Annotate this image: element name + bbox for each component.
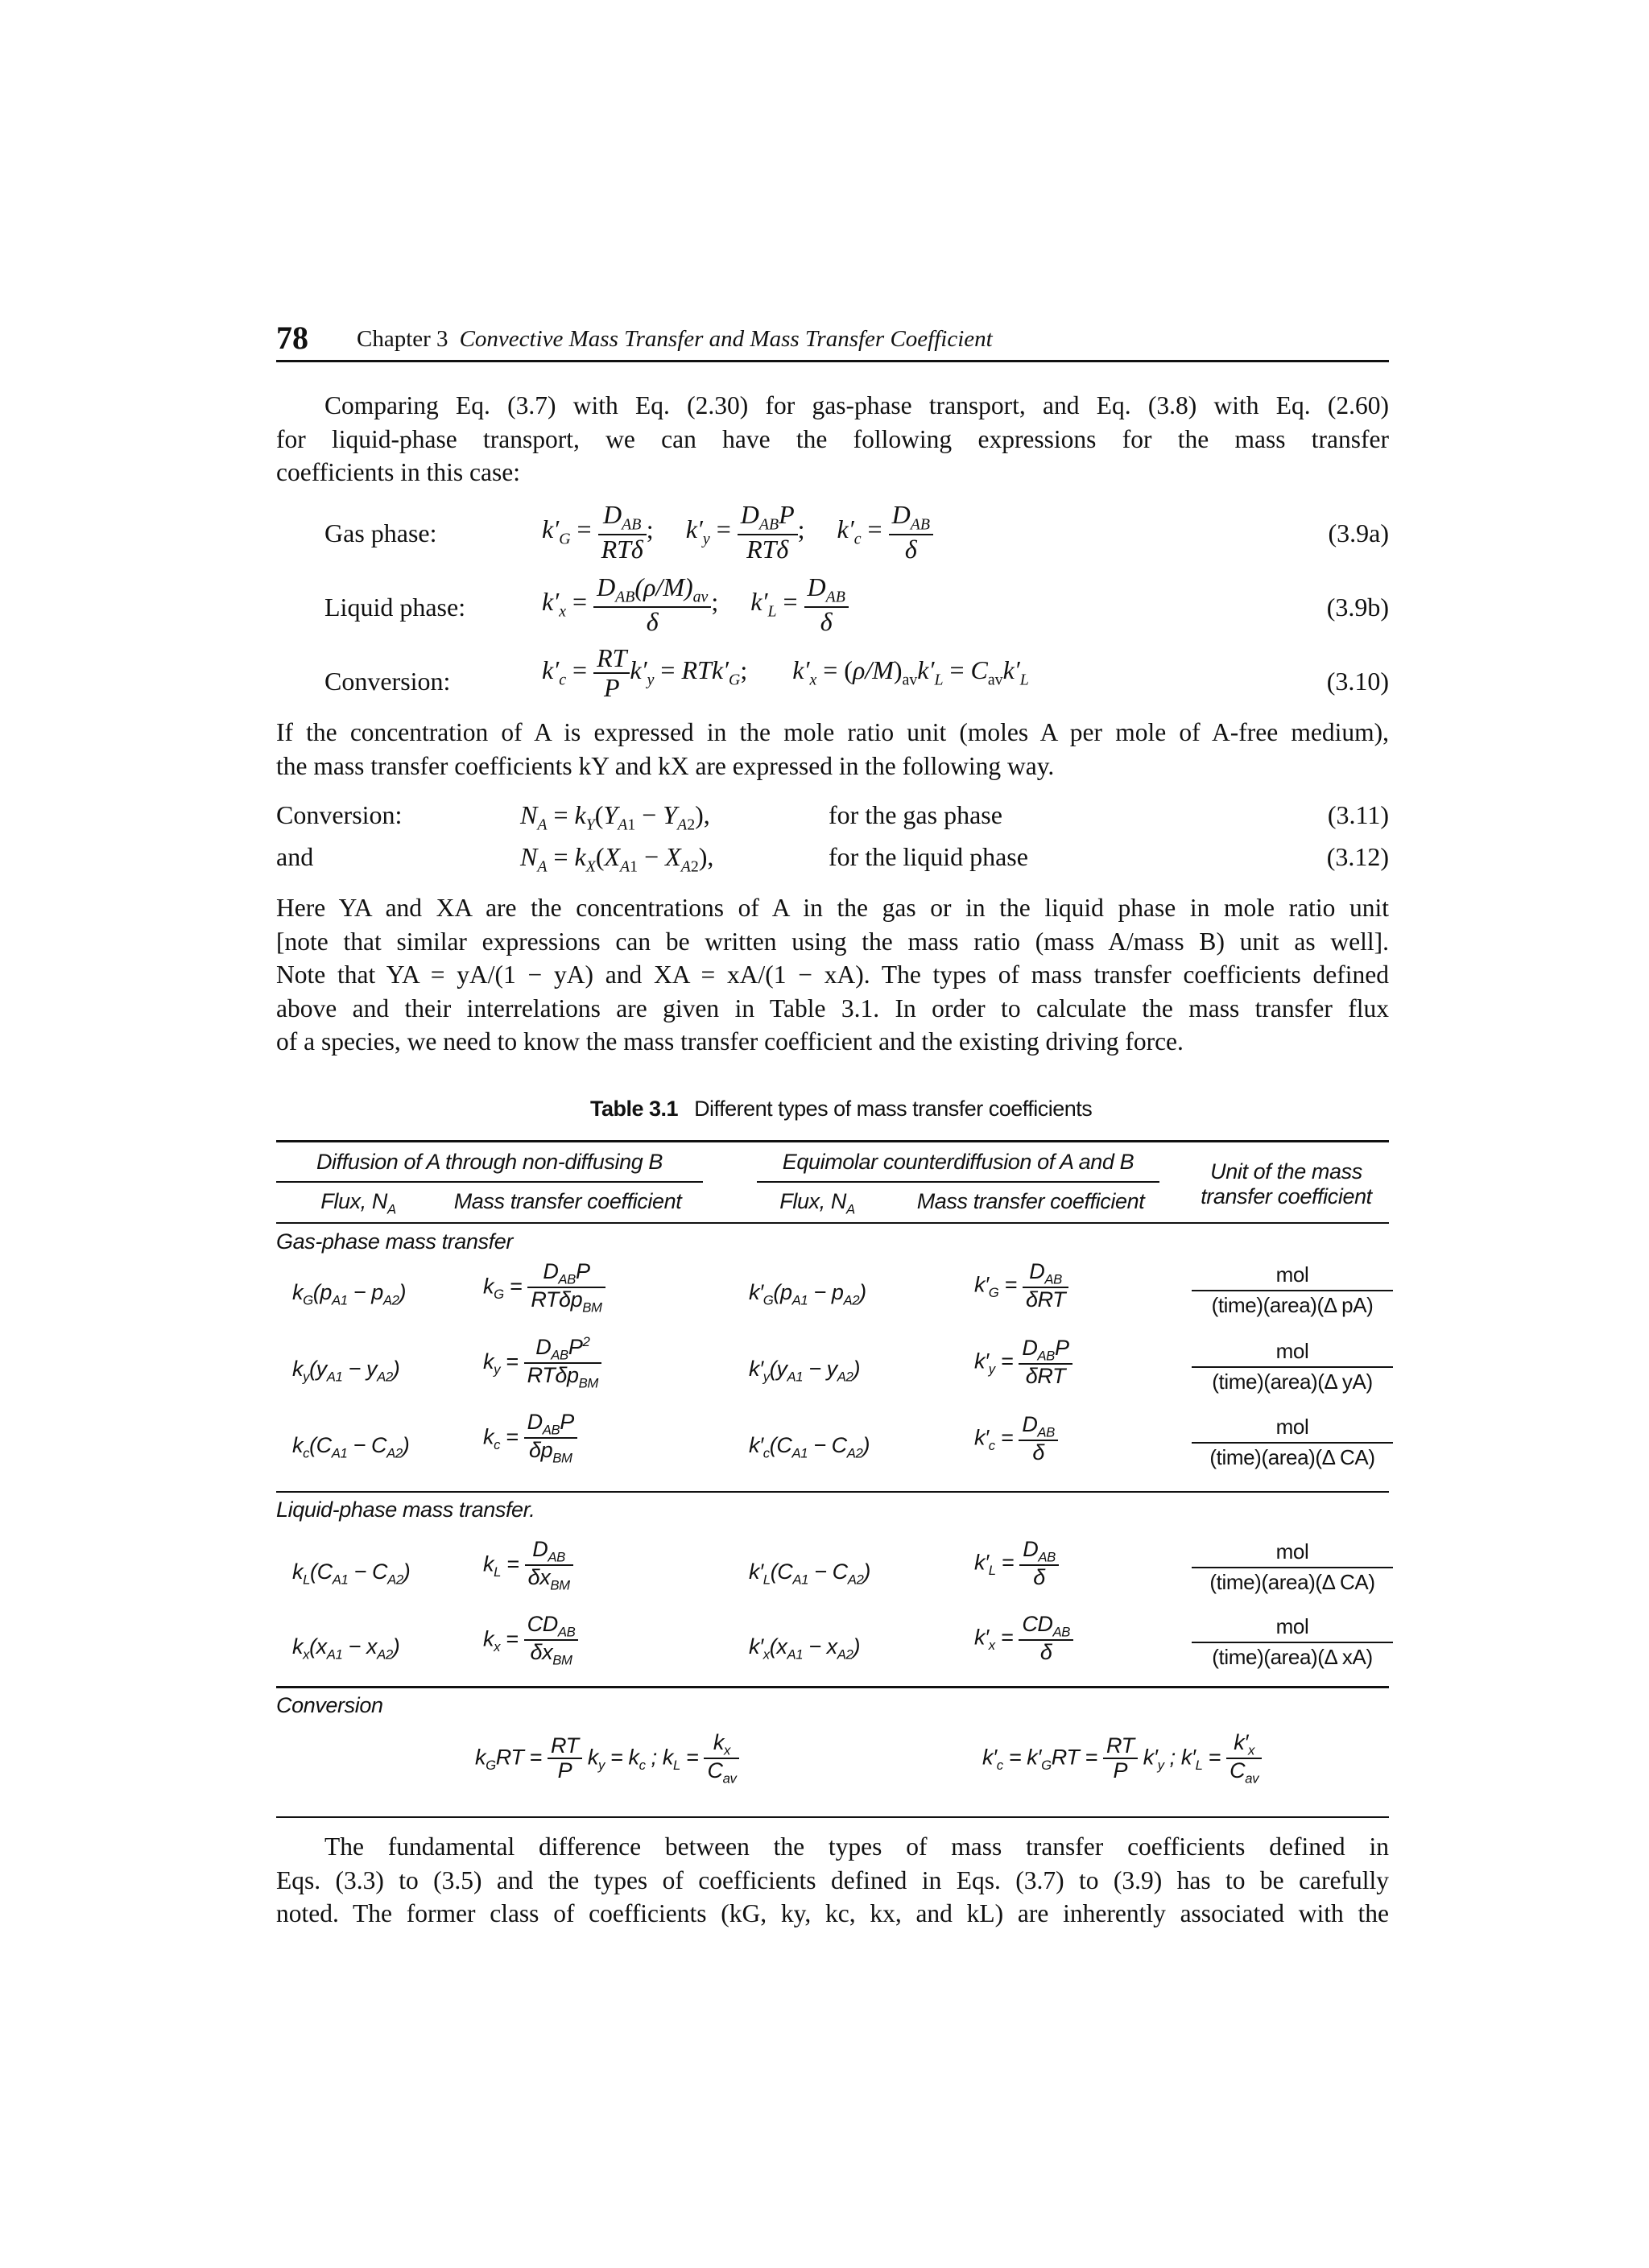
equation-label: Conversion: <box>276 800 403 829</box>
paragraph-line: Eqs. (3.3) to (3.5) and the types of coefficients defined in Eqs. (3.7) to (3.9) has to be carefully <box>276 1865 1389 1894</box>
unit-x <box>1192 1614 1393 1670</box>
flux-kx: $k_x(x_{A1} - x_{A2})$ <box>292 1634 400 1663</box>
equation-3-11 <box>276 800 1389 836</box>
section-liquid-phase: Liquid-phase mass transfer. <box>276 1498 535 1522</box>
equation-number: (3.10) <box>1326 667 1389 696</box>
group-header-equimolar: Equimolar counterdiffusion of A and B <box>782 1150 1134 1174</box>
equation-body: $k'_G$ = $\frac{D_{AB}}{\text{RTδ}}$ ; $k'_y$ = $\frac{D_{AB}P}{\text{RTδ}}$ ; $k'_c$ = $\frac{D_{AB}}{\delta}$ <box>542 501 933 563</box>
equation-body: $k'_x$ = $\frac{D_{AB}(\rho/M)_{av}}{\delta}$ ; $k'_L$ = $\frac{D_{AB}}{\delta}$ <box>542 573 849 635</box>
equation-label: Liquid phase: <box>324 593 466 622</box>
chapter-title: Convective Mass Transfer and Mass Transfer Coefficient <box>459 326 993 352</box>
flux-kc-prime: $k'_c(C_{A1} - C_{A2})$ <box>749 1433 870 1461</box>
conversion-equimolar: $k'_c = k'_GRT$ = $\frac{RT}{P}$ $k'_y$ ; $k'_L$ = $\frac{k'_x}{C_{av}}$ <box>982 1731 1262 1787</box>
paragraph-line: coefficients in this case: <box>276 458 520 486</box>
chapter-heading <box>357 323 993 355</box>
equation-3-9b <box>276 573 1389 639</box>
col-coef-1: Mass transfer coefficient <box>453 1189 682 1213</box>
unit-y <box>1192 1339 1393 1394</box>
table-bottom-rule <box>276 1816 1389 1818</box>
coef-kG-prime: $k'_G$ = $\frac{D_{AB}}{\text{δRT}}$ <box>974 1260 1068 1312</box>
flux-kL-prime: $k'_L(C_{A1} - C_{A2})$ <box>749 1560 870 1588</box>
flux-kL: $k_L(C_{A1} - C_{A2})$ <box>292 1560 411 1588</box>
equation-body: $N_A = k_X(X_{A1} - X_{A2})$, <box>520 842 714 876</box>
equation-body: $N_A = k_Y(Y_{A1} - Y_{A2})$, <box>520 800 710 834</box>
equation-label: and <box>276 842 314 871</box>
equation-label: Gas phase: <box>324 518 437 547</box>
unit-denominator: (time)(area)(Δ xA) <box>1212 1645 1373 1669</box>
table-top-rule <box>276 1140 1389 1142</box>
unit-denominator: (time)(area)(Δ yA) <box>1212 1369 1373 1394</box>
unit-denominator: (time)(area)(Δ pA) <box>1211 1293 1374 1317</box>
paragraph-line: Note that YA = yA/(1 − yA) and XA = xA/(1 − xA). The types of mass transfer coefficients defined <box>276 960 1389 989</box>
flux-kG: $k_G(p_{A1} - p_{A2})$ <box>292 1280 407 1308</box>
conversion-diffusion: $k_GRT$ = $\frac{RT}{P}$ $k_y = k_c$ ; $k_L$ = $\frac{k_x}{C_{av}}$ <box>475 1731 739 1787</box>
flux-ky: $k_y(y_{A1} - y_{A2})$ <box>292 1357 400 1385</box>
closing-paragraph <box>276 1830 1389 1931</box>
header-bottom-rule <box>276 1222 1389 1224</box>
section-rule <box>276 1686 1389 1688</box>
equation-number: (3.12) <box>1326 842 1389 871</box>
page-number: 78 <box>276 320 308 356</box>
group-rule <box>757 1181 1159 1183</box>
flux-kc: $k_c(C_{A1} - C_{A2})$ <box>292 1433 410 1461</box>
equation-label: Conversion: <box>324 667 451 696</box>
paragraph-line: above and their interrelations are given in Table 3.1. In order to calculate the mass transfer flux <box>276 994 1389 1022</box>
coef-kL: $k_L$ = $\frac{D_{AB}}{\delta x_{BM}}$ <box>483 1538 573 1593</box>
equation-number: (3.9a) <box>1328 518 1389 547</box>
mole-ratio-paragraph <box>276 716 1389 783</box>
unit-p <box>1192 1262 1393 1318</box>
intro-paragraph <box>276 389 1389 490</box>
equation-3-12 <box>276 842 1389 878</box>
coef-kc: $k_c$ = $\frac{D_{AB}P}{\delta p_{BM}}$ <box>483 1411 577 1466</box>
paragraph-line: Comparing Eq. (3.7) with Eq. (2.30) for gas-phase transport, and Eq. (3.8) with Eq. (2.60) <box>324 391 1389 419</box>
col-coef-2: Mass transfer coefficient <box>916 1189 1145 1213</box>
equation-body: $k'_c$ = $\frac{RT}{P}$ $k'_y = RTk'_G$; $k'_x = (\rho/M)_{av}k'_L = C_{av}k'_L$ <box>542 643 1029 702</box>
coef-kx: $k_x$ = $\frac{CD_{AB}}{\delta x_{BM}}$ <box>483 1613 578 1668</box>
unit-denominator: (time)(area)(Δ CA) <box>1209 1445 1375 1469</box>
unit-numerator: mol <box>1192 1415 1393 1444</box>
unit-numerator: mol <box>1192 1339 1393 1368</box>
equation-note: for the gas phase <box>829 800 1002 829</box>
col-flux-2: Flux, $N_A$ <box>779 1189 855 1217</box>
paragraph-line: The fundamental difference between the types of mass transfer coefficients defined in <box>324 1832 1389 1861</box>
paragraph-line: [note that similar expressions can be written using the mass ratio (mass A/mass B) unit as well]. <box>276 927 1389 956</box>
unit-c <box>1192 1415 1393 1470</box>
col-flux-1: Flux, $N_A$ <box>320 1189 396 1217</box>
explanation-paragraph <box>276 891 1389 1059</box>
table-number: Table 3.1 <box>590 1097 679 1121</box>
paragraph-line: the mass transfer coefficients kY and kX are expressed in the following way. <box>276 751 1055 780</box>
chapter-number: Chapter 3 <box>357 326 448 352</box>
section-rule <box>276 1491 1389 1493</box>
section-gas-phase: Gas-phase mass transfer <box>276 1229 513 1254</box>
unit-header-line: transfer coefficient <box>1201 1184 1372 1208</box>
unit-denominator: (time)(area)(Δ CA) <box>1209 1570 1375 1594</box>
running-header <box>276 318 1389 362</box>
equation-3-9a <box>276 501 1389 562</box>
equation-note: for the liquid phase <box>829 842 1028 871</box>
group-header-diffusion: Diffusion of A through non-diffusing B <box>316 1150 663 1174</box>
equation-number: (3.9b) <box>1326 593 1389 622</box>
unit-numerator: mol <box>1192 1539 1393 1568</box>
equation-number: (3.11) <box>1327 800 1389 829</box>
paragraph-line: noted. The former class of coefficients (kG, ky, kc, kx, and kL) are inherently associated with the <box>276 1899 1389 1927</box>
unit-c-liquid <box>1192 1539 1393 1595</box>
flux-kx-prime: $k'_x(x_{A1} - x_{A2})$ <box>749 1634 861 1663</box>
paragraph-line: If the concentration of A is expressed in the mole ratio unit (moles A per mole of A-free medium), <box>276 718 1389 746</box>
unit-header <box>1184 1159 1389 1209</box>
unit-header-line: Unit of the mass <box>1210 1159 1362 1184</box>
paragraph-line: of a species, we need to know the mass transfer coefficient and the existing driving force. <box>276 1027 1184 1056</box>
coef-ky-prime: $k'_y$ = $\frac{D_{AB}P}{\text{δRT}}$ <box>974 1336 1072 1389</box>
flux-kG-prime: $k'_G(p_{A1} - p_{A2})$ <box>749 1280 866 1308</box>
coef-kc-prime: $k'_c$ = $\frac{D_{AB}}{\delta}$ <box>974 1413 1058 1465</box>
coef-ky: $k_y$ = $\frac{D_{AB}P^2}{RT\delta p_{BM}}$ <box>483 1335 601 1391</box>
coef-kL-prime: $k'_L$ = $\frac{D_{AB}}{\delta}$ <box>974 1538 1059 1590</box>
paragraph-line: for liquid-phase transport, we can have the following expressions for the mass transfer <box>276 424 1389 453</box>
flux-ky-prime: $k'_y(y_{A1} - y_{A2})$ <box>749 1357 861 1385</box>
coef-kx-prime: $k'_x$ = $\frac{CD_{AB}}{\delta}$ <box>974 1613 1073 1665</box>
unit-numerator: mol <box>1192 1614 1393 1643</box>
table-caption <box>590 1097 1092 1122</box>
paragraph-line: Here YA and XA are the concentrations of A in the gas or in the liquid phase in mole ratio unit <box>276 894 1389 922</box>
table-caption-text: Different types of mass transfer coefficients <box>694 1097 1093 1121</box>
unit-numerator: mol <box>1192 1262 1393 1291</box>
equation-3-10 <box>276 644 1389 710</box>
section-conversion: Conversion <box>276 1693 383 1717</box>
coef-kG: $k_G$ = $\frac{D_{AB}P}{RT\delta p_{BM}}$ <box>483 1260 605 1316</box>
group-rule <box>276 1181 703 1183</box>
